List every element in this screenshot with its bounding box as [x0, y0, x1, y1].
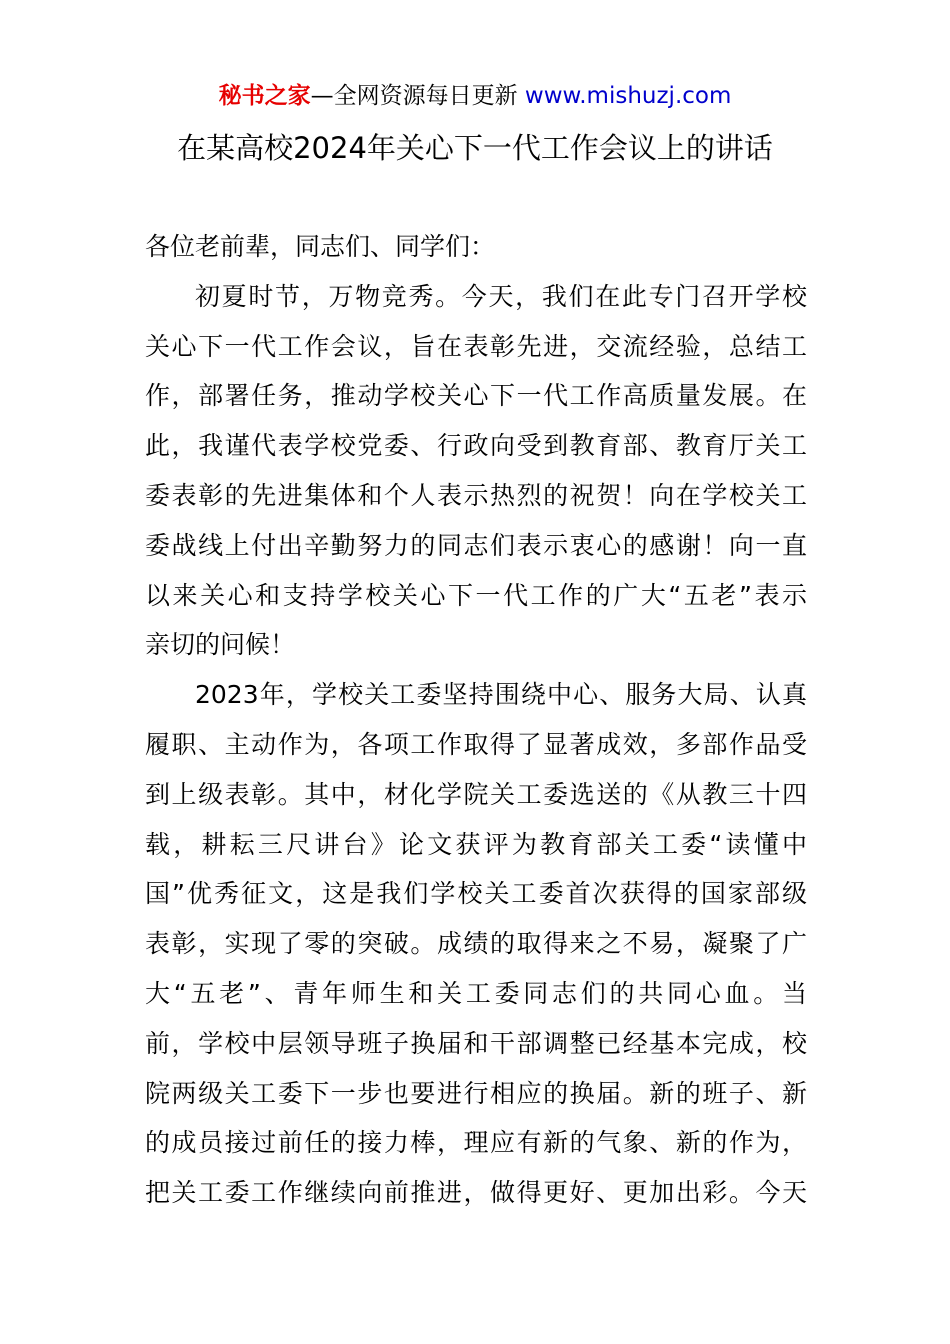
- salutation-line: 各位老前辈，同志们、同学们：: [145, 232, 496, 261]
- paragraph-line: 履职、主动作为，各项工作取得了显著成效，多部作品受: [145, 729, 807, 759]
- paragraph-line: 委战线上付出辛勤努力的同志们表示衷心的感谢！向一直: [145, 530, 807, 560]
- paragraph-line: 的成员接过前任的接力棒，理应有新的气象、新的作为，: [145, 1128, 807, 1158]
- paragraph-line: 亲切的问候！: [145, 630, 296, 660]
- paragraph-line: 委表彰的先进集体和个人表示热烈的祝贺！向在学校关工: [145, 480, 807, 510]
- paragraph-line: 以来关心和支持学校关心下一代工作的广大“五老”表示: [145, 580, 807, 610]
- paragraph-line: 国”优秀征文，这是我们学校关工委首次获得的国家部级: [145, 879, 807, 909]
- document-title: 在某高校2024年关心下一代工作会议上的讲话: [177, 131, 773, 165]
- paragraph-line: 前，学校中层领导班子换届和干部调整已经基本完成，校: [145, 1028, 807, 1058]
- paragraph-line: 大“五老”、青年师生和关工委同志们的共同心血。当: [145, 978, 807, 1008]
- paragraph-line: 初夏时节，万物竞秀。今天，我们在此专门召开学校: [195, 281, 807, 311]
- paragraph-line: 作，部署任务，推动学校关心下一代工作高质量发展。在: [145, 381, 807, 411]
- header-tagline: —全网资源每日更新: [310, 83, 525, 109]
- brand-name: 秘书之家: [218, 83, 311, 109]
- paragraph-line: 载，耕耘三尺讲台》论文获评为教育部关工委“读懂中: [145, 829, 807, 859]
- paragraph-line: 到上级表彰。其中，材化学院关工委选送的《从教三十四: [145, 779, 807, 809]
- document-body: [145, 222, 807, 1218]
- paragraph-line: 表彰，实现了零的突破。成绩的取得来之不易，凝聚了广: [145, 929, 807, 959]
- paragraph-line: 把关工委工作继续向前推进，做得更好、更加出彩。今天: [145, 1178, 807, 1208]
- paragraph-line: 此，我谨代表学校党委、行政向受到教育部、教育厅关工: [145, 431, 807, 461]
- site-header: [0, 80, 950, 112]
- site-url-link[interactable]: www.mishuzj.com: [524, 83, 732, 109]
- paragraph-line: 2023年，学校关工委坚持围绕中心、服务大局、认真: [195, 680, 807, 710]
- paragraph-line: 关心下一代工作会议，旨在表彰先进，交流经验，总结工: [145, 331, 807, 361]
- paragraph-line: 院两级关工委下一步也要进行相应的换届。新的班子、新: [145, 1078, 807, 1108]
